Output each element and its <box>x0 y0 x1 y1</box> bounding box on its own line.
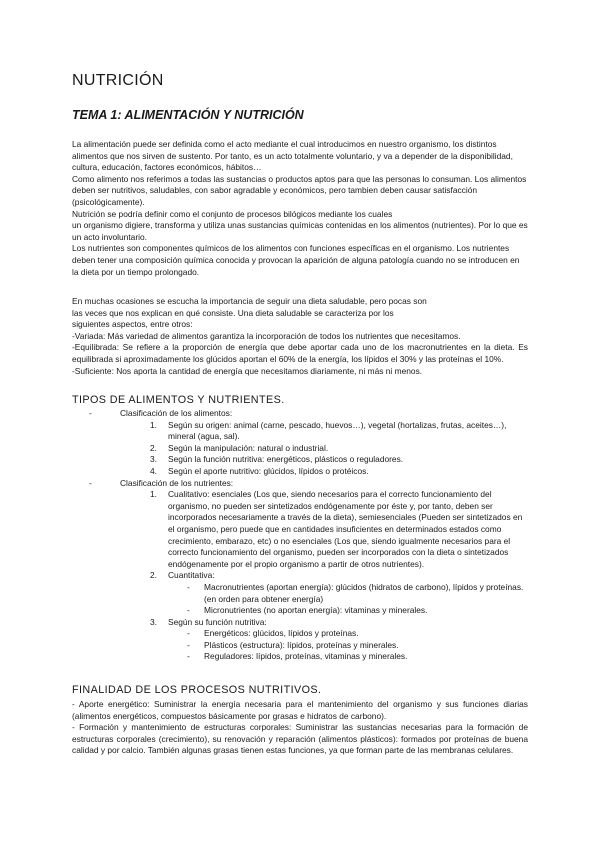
item-number: 1. <box>150 419 157 430</box>
purpose-block <box>72 699 528 757</box>
item-number: 2. <box>150 442 157 453</box>
diet-line: las veces que nos explican en qué consiste. Una dieta saludable se caracteriza por los <box>72 307 394 318</box>
list-item: - Macronutrientes (aportan energía): glúcidos (hidratos de carbono), lípidos y proteínas. (en orden para obtener energía) <box>168 582 528 605</box>
food-class-list <box>120 420 528 478</box>
food-class-label: Clasificación de los alimentos: <box>120 408 233 418</box>
list-item <box>120 489 528 570</box>
item-number: 3. <box>150 616 157 627</box>
list-item <box>72 478 528 664</box>
item-text: Según la manipulación: natural o industrial. <box>168 442 329 453</box>
diet-item: -Suficiente: Nos aporta la cantidad de energía que necesitamos diariamente, ni más ni menos. <box>72 365 423 376</box>
list-item <box>120 443 528 455</box>
purpose-heading: FINALIDAD DE LOS PROCESOS NUTRITIVOS. <box>72 684 322 696</box>
classification-list <box>72 408 528 663</box>
purpose-item: - Formación y mantenimiento de estructuras corporales: Suministrar las sustancias necesarias para la formación de estructuras corporales (crecimiento), su renovación y reparación (alimentos plásticos): formados por proteínas de buena calidad y por calcio. También algunas grasas tienen estas funciones, ya que forman parte de las membranas celulares. <box>72 722 528 756</box>
item-text: Según su origen: animal (carne, pescado, huevos…), vegetal (hortalizas, frutas, aceites…), mineral (agua, sal). <box>168 419 507 442</box>
intro-paragraph: Nutrición se podría definir como el conjunto de procesos bilógicos mediante los cuales <box>72 208 393 219</box>
list-item <box>120 454 528 466</box>
item-number: 3. <box>150 454 157 465</box>
sub-list <box>168 628 528 663</box>
item-number: 4. <box>150 465 157 476</box>
diet-item: -Equilibrada: Se refiere a la proporción de energía que debe aportar cada uno de los macronutrientes en la dieta. Es equilibrada si aproximadamente los glúcidos aportan el 60% de la energía, los lípidos el 30% y las proteínas el 10%. <box>72 342 528 364</box>
intro-paragraph: Los nutrientes son componentes químicos de los alimentos con funciones específicas en el organismo. Los nutrientes deben tener una composición química conocida y provocan la aparición de alguna patología cuando no se introducen en la dieta por un tiempo prolongado. <box>72 243 520 277</box>
list-item: - Micronutrientes (no aportan energía): vitaminas y minerales. <box>168 605 528 617</box>
list-item <box>120 617 528 663</box>
sub-list <box>168 582 528 617</box>
diet-line: En muchas ocasiones se escucha la importancia de seguir una dieta saludable, pero pocas son <box>72 296 427 306</box>
intro-paragraph: Como alimento nos referimos a todas las sustancias o productos aptos para que las personas lo consuman. Los alimentos deben ser nutritivos, saludables, con sabor agradable y económicos, pero tambien deben causar satisfacción (psicológicamente). <box>72 173 527 207</box>
item-text: Según su función nutritiva: <box>168 616 267 627</box>
intro-block <box>72 139 528 278</box>
list-item <box>72 408 528 478</box>
item-number: 1. <box>150 489 157 500</box>
diet-block <box>72 296 528 377</box>
diet-line: siguientes aspectos, entre otros: <box>72 319 193 330</box>
nutrient-class-list <box>120 489 528 663</box>
item-number: 2. <box>150 570 157 581</box>
item-text: Según la función nutritiva: energéticos, plásticos o reguladores. <box>168 454 404 465</box>
list-item <box>120 570 528 616</box>
intro-paragraph: un organismo digiere, transforma y utiliza unas sustancias químicas contenidas en los alimentos (nutrientes). Por lo que es un acto involuntario. <box>72 220 528 242</box>
nutrient-class-label: Clasificación de los nutrientes: <box>120 477 234 488</box>
section-subtitle: TEMA 1: ALIMENTACIÓN Y NUTRICIÓN <box>72 108 304 122</box>
page-title: NUTRICIÓN <box>72 72 164 89</box>
purpose-item: - Aporte energético: Suministrar la energía necesaria para el mantenimiento del organismo y sus funciones diarias (alimentos energéticos, compuestos básicamente por grasas e hidratos de carbono). <box>72 699 528 721</box>
list-item: - Energéticos: glúcidos, lípidos y proteínas. <box>168 628 528 640</box>
item-text: Según el aporte nutritivo: glúcidos, lípidos o protéicos. <box>168 465 369 476</box>
types-heading: TIPOS DE ALIMENTOS Y NUTRIENTES. <box>72 394 285 406</box>
list-item: - Reguladores: lípidos, proteínas, vitaminas y minerales. <box>168 651 528 663</box>
item-text: Cualitativo: esenciales (Los que, siendo necesarios para el correcto funcionamiento del organismo, no pueden ser sintetizados endógenamente por éste y, por tanto, deben ser incorporados necesariamente a través de la dieta), semiesenciales (Pueden ser sintetizados en el organismo, pero puede que en cantidades insuficientes en determinados estados como crecimiento, embarazo, etc) o no esenciales (Los que, siendo igualmente necesarios para el correcto funcionamiento del organismo, pueden ser incorporados con la dieta o sintetizados endógenamente por el propio organismo a partir de otros nutrientes). <box>168 489 523 569</box>
types-list-block <box>72 408 528 663</box>
item-text: Cuantitativa: <box>168 570 215 581</box>
list-item <box>120 466 528 478</box>
list-item: - Plásticos (estructura): lípidos, proteínas y minerales. <box>168 640 528 652</box>
list-item <box>120 420 528 443</box>
intro-paragraph: La alimentación puede ser definida como el acto mediante el cual introducimos en nuestro organismo, los distintos alimentos que nos sirven de sustento. Por tanto, es un acto totalmente voluntario, y va a depender de la disponibilidad, cultura, educación, factores económicos, hábitos… <box>72 139 513 173</box>
diet-item: -Variada: Más variedad de alimentos garantiza la incorporación de todos los nutrientes que necesitamos. <box>72 330 461 341</box>
